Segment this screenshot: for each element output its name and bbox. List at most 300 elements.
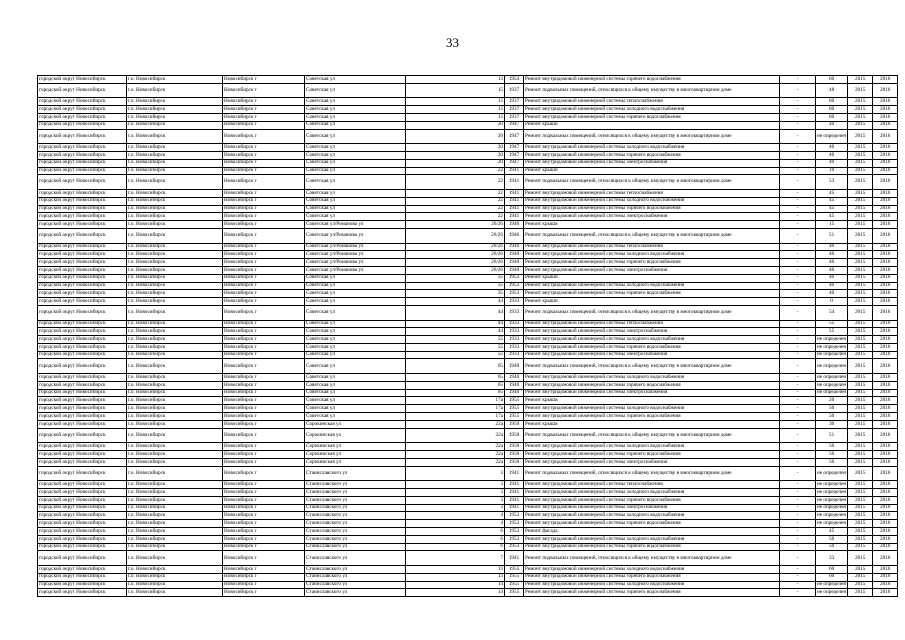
build-year-cell: 1947 <box>505 144 524 152</box>
settlement-cell: г.о. Новосибирск <box>127 451 223 459</box>
build-year-cell: 1953 <box>505 274 524 282</box>
street-cell: Сорокинская ул <box>305 420 406 428</box>
municipality-cell: городской округ Новосибирск <box>38 106 127 114</box>
municipality-cell: городской округ Новосибирск <box>38 389 127 397</box>
build-year-cell: 1940 <box>505 221 524 229</box>
street-cell: Советская ул <box>305 320 406 328</box>
table-row <box>38 213 898 221</box>
house-number-cell: 55 <box>406 343 505 351</box>
end-year-cell: 2016 <box>873 106 898 114</box>
end-year-cell: 2016 <box>873 213 898 221</box>
work-type-cell: Ремонт внутридомовой инженерной системы горячего водоснабжения <box>524 543 780 551</box>
street-cell: Советская ул/Романова ул <box>305 221 406 229</box>
street-cell: Станиславского ул <box>305 481 406 489</box>
table-row <box>38 405 898 413</box>
build-year-cell: 1933 <box>505 305 524 320</box>
locality-cell: Новосибирск г <box>223 397 305 405</box>
value-cell: не определен <box>817 488 847 495</box>
house-number-cell: 22а <box>406 443 505 451</box>
table-row <box>38 167 898 175</box>
table-row <box>38 151 898 159</box>
value-cell: 55 <box>816 328 848 336</box>
settlement-cell: г.о. Новосибирск <box>127 535 223 543</box>
dash-cell: - <box>780 466 816 481</box>
table-row <box>38 129 898 144</box>
value-cell: 50 <box>816 451 848 459</box>
start-year-cell: 2015 <box>848 551 873 566</box>
house-number-cell: 20 <box>406 144 505 152</box>
end-year-cell: 2016 <box>873 197 898 205</box>
locality-cell: Новосибирск г <box>223 528 305 536</box>
settlement-cell: г.о. Новосибирск <box>127 76 223 84</box>
dash-cell: - <box>780 129 816 144</box>
value-cell: 30 <box>816 420 848 428</box>
house-number-cell: 65 <box>406 374 505 382</box>
municipality-cell: городской округ Новосибирск <box>38 589 127 597</box>
municipality-cell: городской округ Новосибирск <box>38 336 127 344</box>
settlement-cell: г.о. Новосибирск <box>127 496 223 504</box>
start-year-cell: 2015 <box>848 290 873 298</box>
dash-cell: - <box>780 512 816 520</box>
settlement-cell: г.о. Новосибирск <box>127 175 223 190</box>
start-year-cell: 2015 <box>848 566 873 574</box>
dash-cell: - <box>780 520 816 528</box>
house-number-cell: 22а <box>406 420 505 428</box>
start-year-cell: 2015 <box>848 98 873 106</box>
street-cell: Станиславского ул <box>305 512 406 520</box>
start-year-cell: 2015 <box>848 405 873 413</box>
dash-cell: - <box>780 551 816 566</box>
locality-cell: Новосибирск г <box>223 83 305 98</box>
value-cell: 53 <box>816 175 848 190</box>
work-type-cell: Ремонт внутридомовой инженерной системы холодного водоснабжения <box>524 251 780 259</box>
table-row <box>38 197 898 205</box>
work-type-cell: Ремонт внутридомовой инженерной системы холодного водоснабжения <box>524 405 780 413</box>
value-cell: 50 <box>816 458 848 466</box>
work-type-cell: Ремонт внутридомовой инженерной системы холодного водоснабжения <box>524 535 780 543</box>
street-cell: Советская ул <box>305 106 406 114</box>
house-number-cell: 22 <box>406 167 505 175</box>
dash-cell: - <box>780 413 816 421</box>
settlement-cell: г.о. Новосибирск <box>127 320 223 328</box>
table-row <box>38 343 898 351</box>
municipality-cell: городской округ Новосибирск <box>38 266 127 274</box>
build-year-cell: 1941 <box>505 213 524 221</box>
end-year-cell: 2016 <box>873 121 898 129</box>
end-year-cell: 2016 <box>873 274 898 282</box>
municipality-cell: городской округ Новосибирск <box>38 343 127 351</box>
table-row <box>38 205 898 213</box>
table-row <box>38 251 898 259</box>
table-row <box>38 121 898 129</box>
street-cell: Станиславского ул <box>305 581 406 589</box>
municipality-cell: городской округ Новосибирск <box>38 535 127 543</box>
table-row <box>38 189 898 197</box>
build-year-cell: 1953 <box>505 535 524 543</box>
table-row <box>38 359 898 374</box>
dash-cell: - <box>780 504 816 512</box>
value-cell: 40 <box>816 121 848 129</box>
value-cell: 45 <box>816 528 848 536</box>
value-cell: не определен <box>817 512 847 519</box>
locality-cell: Новосибирск г <box>223 543 305 551</box>
street-cell: Советская ул <box>305 389 406 397</box>
dash-cell: - <box>780 397 816 405</box>
locality-cell: Новосибирск г <box>223 359 305 374</box>
build-year-cell: 1940 <box>505 251 524 259</box>
municipality-cell: городской округ Новосибирск <box>38 282 127 290</box>
street-cell: Советская ул <box>305 189 406 197</box>
settlement-cell: г.о. Новосибирск <box>127 566 223 574</box>
settlement-cell: г.о. Новосибирск <box>127 205 223 213</box>
table-row <box>38 458 898 466</box>
dash-cell: - <box>780 443 816 451</box>
dash-cell: - <box>780 83 816 98</box>
work-type-cell: Ремонт крыши <box>524 167 780 175</box>
dash-cell: - <box>780 458 816 466</box>
municipality-cell: городской округ Новосибирск <box>38 566 127 574</box>
dash-cell: - <box>780 251 816 259</box>
start-year-cell: 2015 <box>848 428 873 443</box>
work-type-cell: Ремонт подвальных помещений, относящихся к общему имуществу в многоквартирном доме <box>524 175 780 190</box>
table-row <box>38 98 898 106</box>
table-row <box>38 76 898 84</box>
settlement-cell: г.о. Новосибирск <box>127 266 223 274</box>
street-cell: Советская ул/Романова ул <box>305 243 406 251</box>
house-number-cell: 3 <box>406 504 505 512</box>
end-year-cell: 2016 <box>873 167 898 175</box>
start-year-cell: 2015 <box>848 343 873 351</box>
municipality-cell: городской округ Новосибирск <box>38 573 127 581</box>
start-year-cell: 2015 <box>848 106 873 114</box>
start-year-cell: 2015 <box>848 305 873 320</box>
locality-cell: Новосибирск г <box>223 512 305 520</box>
value-cell: 60 <box>816 98 848 106</box>
locality-cell: Новосибирск г <box>223 381 305 389</box>
value-cell: не определен <box>817 389 847 396</box>
work-type-cell: Ремонт внутридомовой инженерной системы холодного водоснабжения <box>524 374 780 382</box>
start-year-cell: 2015 <box>848 496 873 504</box>
settlement-cell: г.о. Новосибирск <box>127 336 223 344</box>
work-type-cell: Ремонт внутридомовой инженерной системы горячего водоснабжения <box>524 413 780 421</box>
settlement-cell: г.о. Новосибирск <box>127 343 223 351</box>
locality-cell: Новосибирск г <box>223 458 305 466</box>
municipality-cell: городской округ Новосибирск <box>38 443 127 451</box>
street-cell: Советская ул <box>305 151 406 159</box>
end-year-cell: 2016 <box>873 351 898 359</box>
build-year-cell: 1940 <box>505 381 524 389</box>
street-cell: Советская ул <box>305 144 406 152</box>
table-row <box>38 259 898 267</box>
house-number-cell: 3 <box>406 489 505 497</box>
build-year-cell: 1941 <box>505 175 524 190</box>
dash-cell: - <box>780 144 816 152</box>
table-row <box>38 374 898 382</box>
street-cell: Станиславского ул <box>305 535 406 543</box>
locality-cell: Новосибирск г <box>223 320 305 328</box>
street-cell: Советская ул/Романова ул <box>305 259 406 267</box>
table-row <box>38 381 898 389</box>
settlement-cell: г.о. Новосибирск <box>127 589 223 597</box>
table-row <box>38 106 898 114</box>
value-cell: не определен <box>817 373 847 380</box>
work-type-cell: Ремонт внутридомовой инженерной системы холодного водоснабжения <box>524 282 780 290</box>
table-row <box>38 266 898 274</box>
value-cell: 40 <box>816 151 848 159</box>
value-cell: не определен <box>817 519 847 526</box>
table-row <box>38 305 898 320</box>
locality-cell: Новосибирск г <box>223 481 305 489</box>
settlement-cell: г.о. Новосибирск <box>127 98 223 106</box>
municipality-cell: городской округ Новосибирск <box>38 466 127 481</box>
table-row <box>38 274 898 282</box>
build-year-cell: 1955 <box>505 566 524 574</box>
start-year-cell: 2015 <box>848 189 873 197</box>
work-type-cell: Ремонт внутридомовой инженерной системы электроснабжения <box>524 351 780 359</box>
locality-cell: Новосибирск г <box>223 420 305 428</box>
end-year-cell: 2016 <box>873 343 898 351</box>
street-cell: Советская ул <box>305 343 406 351</box>
end-year-cell: 2016 <box>873 189 898 197</box>
house-number-cell: 15 <box>406 83 505 98</box>
end-year-cell: 2016 <box>873 243 898 251</box>
settlement-cell: г.о. Новосибирск <box>127 359 223 374</box>
build-year-cell: 1937 <box>505 98 524 106</box>
build-year-cell: 1953 <box>505 282 524 290</box>
start-year-cell: 2015 <box>848 251 873 259</box>
municipality-cell: городской округ Новосибирск <box>38 298 127 306</box>
start-year-cell: 2015 <box>848 504 873 512</box>
table-row <box>38 328 898 336</box>
municipality-cell: городской округ Новосибирск <box>38 113 127 121</box>
house-number-cell: 17а <box>406 413 505 421</box>
end-year-cell: 2016 <box>873 481 898 489</box>
street-cell: Советская ул/Романова ул <box>305 228 406 243</box>
locality-cell: Новосибирск г <box>223 167 305 175</box>
value-cell: 50 <box>816 413 848 421</box>
municipality-cell: городской округ Новосибирск <box>38 251 127 259</box>
locality-cell: Новосибирск г <box>223 106 305 114</box>
table-row <box>38 389 898 397</box>
house-number-cell: 22 <box>406 189 505 197</box>
end-year-cell: 2016 <box>873 405 898 413</box>
house-number-cell: 26/26 <box>406 251 505 259</box>
build-year-cell: 1955 <box>505 397 524 405</box>
table-row <box>38 504 898 512</box>
house-number-cell: 35 <box>406 290 505 298</box>
build-year-cell: 1950 <box>505 428 524 443</box>
locality-cell: Новосибирск г <box>223 290 305 298</box>
value-cell: 51 <box>816 228 848 243</box>
start-year-cell: 2015 <box>848 328 873 336</box>
locality-cell: Новосибирск г <box>223 405 305 413</box>
start-year-cell: 2015 <box>848 83 873 98</box>
locality-cell: Новосибирск г <box>223 129 305 144</box>
locality-cell: Новосибирск г <box>223 443 305 451</box>
street-cell: Советская ул <box>305 159 406 167</box>
municipality-cell: городской округ Новосибирск <box>38 175 127 190</box>
end-year-cell: 2016 <box>873 381 898 389</box>
municipality-cell: городской округ Новосибирск <box>38 381 127 389</box>
dash-cell: - <box>780 76 816 84</box>
value-cell: 50 <box>816 543 848 551</box>
settlement-cell: г.о. Новосибирск <box>127 466 223 481</box>
municipality-cell: городской округ Новосибирск <box>38 197 127 205</box>
end-year-cell: 2016 <box>873 175 898 190</box>
municipality-cell: городской округ Новосибирск <box>38 374 127 382</box>
dash-cell: - <box>780 290 816 298</box>
end-year-cell: 2016 <box>873 458 898 466</box>
dash-cell: - <box>780 489 816 497</box>
settlement-cell: г.о. Новосибирск <box>127 282 223 290</box>
value-cell: 20 <box>816 397 848 405</box>
end-year-cell: 2016 <box>873 336 898 344</box>
work-type-cell: Ремонт внутридомовой инженерной системы горячего водоснабжения <box>524 113 780 121</box>
dash-cell: - <box>780 121 816 129</box>
table-row <box>38 144 898 152</box>
street-cell: Советская ул <box>305 282 406 290</box>
work-type-cell: Ремонт внутридомовой инженерной системы теплоснабжения <box>524 243 780 251</box>
settlement-cell: г.о. Новосибирск <box>127 251 223 259</box>
start-year-cell: 2015 <box>848 205 873 213</box>
work-type-cell: Ремонт крыши <box>524 121 780 129</box>
street-cell: Советская ул <box>305 98 406 106</box>
dash-cell: - <box>780 428 816 443</box>
work-type-cell: Ремонт подвальных помещений, относящихся к общему имуществу в многоквартирном доме <box>524 129 780 144</box>
municipality-cell: городской округ Новосибирск <box>38 213 127 221</box>
table-body <box>38 76 898 597</box>
municipality-cell: городской округ Новосибирск <box>38 551 127 566</box>
value-cell: 40 <box>816 159 848 167</box>
locality-cell: Новосибирск г <box>223 504 305 512</box>
work-type-cell: Ремонт крыши <box>524 420 780 428</box>
table-row <box>38 535 898 543</box>
build-year-cell: 1940 <box>505 266 524 274</box>
build-year-cell: 1950 <box>505 420 524 428</box>
locality-cell: Новосибирск г <box>223 520 305 528</box>
end-year-cell: 2016 <box>873 528 898 536</box>
dash-cell: - <box>780 266 816 274</box>
street-cell: Советская ул/Романова ул <box>305 251 406 259</box>
build-year-cell: 1937 <box>505 106 524 114</box>
locality-cell: Новосибирск г <box>223 159 305 167</box>
end-year-cell: 2016 <box>873 251 898 259</box>
settlement-cell: г.о. Новосибирск <box>127 274 223 282</box>
settlement-cell: г.о. Новосибирск <box>127 159 223 167</box>
end-year-cell: 2016 <box>873 205 898 213</box>
municipality-cell: городской округ Новосибирск <box>38 359 127 374</box>
start-year-cell: 2015 <box>848 458 873 466</box>
build-year-cell: 1933 <box>505 328 524 336</box>
value-cell: 60 <box>816 573 848 581</box>
dash-cell: - <box>780 243 816 251</box>
street-cell: Советская ул <box>305 405 406 413</box>
build-year-cell: 1940 <box>505 359 524 374</box>
municipality-cell: городской округ Новосибирск <box>38 581 127 589</box>
street-cell: Станиславского ул <box>305 466 406 481</box>
end-year-cell: 2016 <box>873 520 898 528</box>
table-row <box>38 589 898 597</box>
settlement-cell: г.о. Новосибирск <box>127 167 223 175</box>
table-row <box>38 159 898 167</box>
build-year-cell: 1941 <box>505 496 524 504</box>
municipality-cell: городской округ Новосибирск <box>38 489 127 497</box>
municipality-cell: городской округ Новосибирск <box>38 98 127 106</box>
start-year-cell: 2015 <box>848 466 873 481</box>
house-number-cell: 22а <box>406 451 505 459</box>
house-number-cell: 22 <box>406 213 505 221</box>
build-year-cell: 1933 <box>505 351 524 359</box>
build-year-cell: 1941 <box>505 466 524 481</box>
house-number-cell: 55 <box>406 351 505 359</box>
settlement-cell: г.о. Новосибирск <box>127 151 223 159</box>
street-cell: Станиславского ул <box>305 496 406 504</box>
build-year-cell: 1941 <box>505 189 524 197</box>
locality-cell: Новосибирск г <box>223 189 305 197</box>
house-number-cell: 65 <box>406 359 505 374</box>
build-year-cell: 1933 <box>505 343 524 351</box>
work-type-cell: Ремонт фасада <box>524 528 780 536</box>
work-type-cell: Ремонт подвальных помещений, относящихся к общему имуществу в многоквартирном доме <box>524 551 780 566</box>
end-year-cell: 2016 <box>873 290 898 298</box>
start-year-cell: 2015 <box>848 76 873 84</box>
work-type-cell: Ремонт подвальных помещений, относящихся к общему имуществу в многоквартирном доме <box>524 359 780 374</box>
build-year-cell: 1955 <box>505 405 524 413</box>
value-cell: 40 <box>816 251 848 259</box>
start-year-cell: 2015 <box>848 228 873 243</box>
start-year-cell: 2015 <box>848 489 873 497</box>
work-type-cell: Ремонт внутридомовой инженерной системы холодного водоснабжения <box>524 512 780 520</box>
house-number-cell: 22 <box>406 205 505 213</box>
street-cell: Советская ул <box>305 397 406 405</box>
locality-cell: Новосибирск г <box>223 581 305 589</box>
build-year-cell: 1947 <box>505 121 524 129</box>
locality-cell: Новосибирск г <box>223 428 305 443</box>
municipality-cell: городской округ Новосибирск <box>38 528 127 536</box>
work-type-cell: Ремонт внутридомовой инженерной системы горячего водоснабжения <box>524 451 780 459</box>
build-year-cell: 1947 <box>505 151 524 159</box>
page-number: 33 <box>446 35 459 50</box>
work-type-cell: Ремонт внутридомовой инженерной системы электроснабжения <box>524 213 780 221</box>
municipality-cell: городской округ Новосибирск <box>38 305 127 320</box>
start-year-cell: 2015 <box>848 266 873 274</box>
end-year-cell: 2016 <box>873 397 898 405</box>
value-cell: 40 <box>816 274 848 282</box>
start-year-cell: 2015 <box>848 320 873 328</box>
locality-cell: Новосибирск г <box>223 251 305 259</box>
house-number-cell: 17а <box>406 397 505 405</box>
settlement-cell: г.о. Новосибирск <box>127 397 223 405</box>
start-year-cell: 2015 <box>848 259 873 267</box>
value-cell: не определен <box>817 496 847 503</box>
house-number-cell: 35 <box>406 282 505 290</box>
start-year-cell: 2015 <box>848 197 873 205</box>
value-cell: не определен <box>817 589 847 596</box>
locality-cell: Новосибирск г <box>223 274 305 282</box>
start-year-cell: 2015 <box>848 113 873 121</box>
settlement-cell: г.о. Новосибирск <box>127 351 223 359</box>
settlement-cell: г.о. Новосибирск <box>127 504 223 512</box>
locality-cell: Новосибирск г <box>223 566 305 574</box>
value-cell: 55 <box>816 320 848 328</box>
table-row <box>38 520 898 528</box>
dash-cell: - <box>780 221 816 229</box>
build-year-cell: 1933 <box>505 320 524 328</box>
end-year-cell: 2016 <box>873 305 898 320</box>
build-year-cell: 1955 <box>505 581 524 589</box>
table-row <box>38 451 898 459</box>
street-cell: Советская ул <box>305 205 406 213</box>
